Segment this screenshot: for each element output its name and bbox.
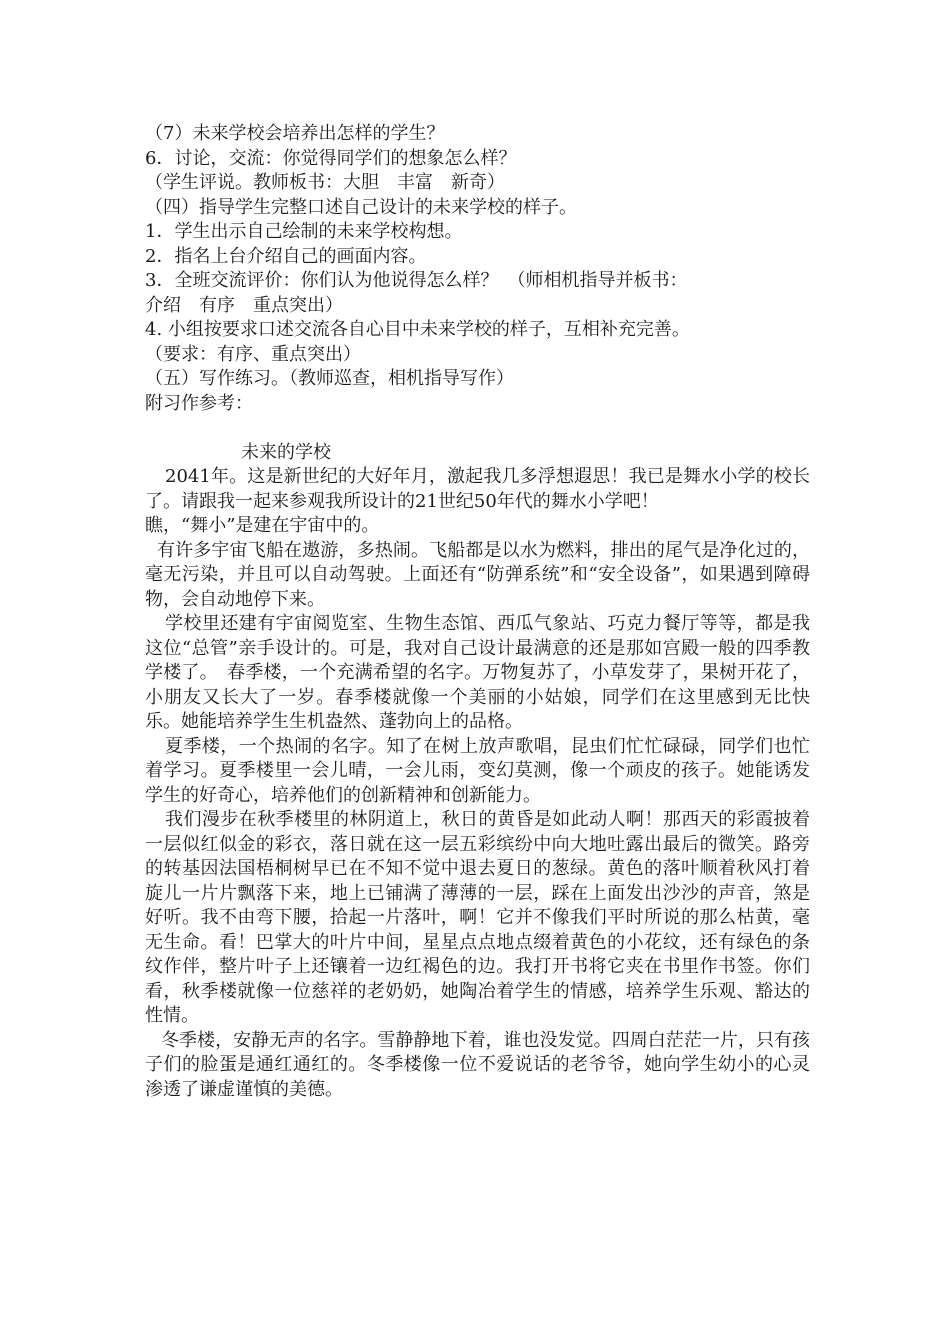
essay-paragraph-winter: 冬季楼，安静无声的名字。雪静静地下着，谁也没发觉。四周白茫茫一片，只有孩子们的脸蛋是通红通红的。冬季楼像一位不爱说话的老爷爷，她向学生幼小的心灵渗透了谦虚谨慎的美德。 — [145, 1029, 810, 1100]
essay-paragraph-spaceships: 有许多宇宙飞船在遨游，多热闹。飞船都是以水为燃料，排出的尾气是净化过的，毫无污染，并且可以自动驾驶。上面还有“防弹系统”和“安全设备”，如果遇到障碍物，会自动地停下来。 — [145, 539, 810, 610]
document-page — [145, 122, 810, 1102]
essay-paragraph-autumn: 我们漫步在秋季楼里的林阴道上，秋日的黄昏是如此动人啊！那西天的彩霞披着一层似红似金的彩衣，落日就在这一层五彩缤纷中向大地吐露出最后的微笑。路旁的转基因法国梧桐树早已在不知不觉中退去夏日的葱绿。黄色的落叶顺着秋风打着旋儿一片片飘落下来，地上已铺满了薄薄的一层，踩在上面发出沙沙的声音，煞是好听。我不由弯下腰，拾起一片落叶，啊！它并不像我们平时所说的那么枯黄，毫无生命。看！巴掌大的叶片中间，星星点点地点缀着黄色的小花纹，还有绿色的条纹作伴，整片叶子上还镶着一边红褐色的边。我打开书将它夹在书里作书签。你们看，秋季楼就像一位慈祥的老奶奶，她陶冶着学生的情感，培养学生乐观、豁达的性情。 — [145, 809, 810, 1026]
essay-paragraph-intro: 2041年。这是新世纪的大好年月，激起我几多浮想遐思！我已是舞水小学的校长了。请跟我一起来参观我所设计的21世纪50年代的舞水小学吧！ — [145, 466, 810, 512]
essay-paragraph-summer: 夏季楼，一个热闹的名字。知了在树上放声歌唱，昆虫们忙忙碌碌，同学们也忙着学习。夏季楼里一会儿晴，一会儿雨，变幻莫测，像一个顽皮的孩子。她能诱发学生的好奇心，培养他们的创新精神和创新能力。 — [145, 735, 810, 806]
lesson-line-7: （7）未来学校会培养出怎样的学生？ — [145, 123, 445, 144]
essay-paragraph-spring: 学校里还建有宇宙阅览室、生物生态馆、西瓜气象站、巧克力餐厅等等，都是我这位“总管”亲手设计的。可是，我对自己设计最满意的还是那如宫殿一般的四季教学楼了。 春季楼，一个充满希望的名字。万物复苏了，小草发芽了，果树开花了，小朋友又长大了一岁。春季楼就像一个美丽的小姑娘，同学们在这里感到无比快乐。她能培养学生生机盎然、蓬勃向上的品格。 — [145, 613, 810, 732]
lesson-step-2: 2．指名上台介绍自己的画面内容。 — [145, 245, 427, 267]
lesson-line-board-notes: （学生评说。教师板书：大胆 丰富 新奇） — [145, 172, 505, 193]
lesson-line-discussion: 6．讨论，交流：你觉得同学们的想象怎么样？ — [145, 147, 517, 169]
lesson-step-4-requirements: （要求：有序、重点突出） — [145, 343, 361, 365]
essay-title: 未来的学校 — [241, 441, 331, 463]
lesson-section-5-heading: （五）写作练习。（教师巡查，相机指导写作） — [145, 368, 514, 389]
lesson-step-3: 3．全班交流评价：你们认为他说得怎么样？ （师相机指导并板书： — [145, 270, 688, 291]
lesson-section-4-heading: （四）指导学生完整口述自己设计的未来学校的样子。 — [145, 196, 577, 218]
essay-paragraph-look: 瞧，“舞小”是建在宇宙中的。 — [145, 515, 380, 536]
lesson-step-1: 1．学生出示自己绘制的未来学校构想。 — [145, 221, 463, 242]
spacer — [145, 416, 810, 441]
lesson-appendix-label: 附习作参考： — [145, 392, 253, 414]
lesson-step-3-continued: 介绍 有序 重点突出） — [145, 294, 343, 316]
lesson-step-4: 4. 小组按要求口述交流各自心目中未来学校的样子，互相补充完善。 — [145, 319, 690, 340]
